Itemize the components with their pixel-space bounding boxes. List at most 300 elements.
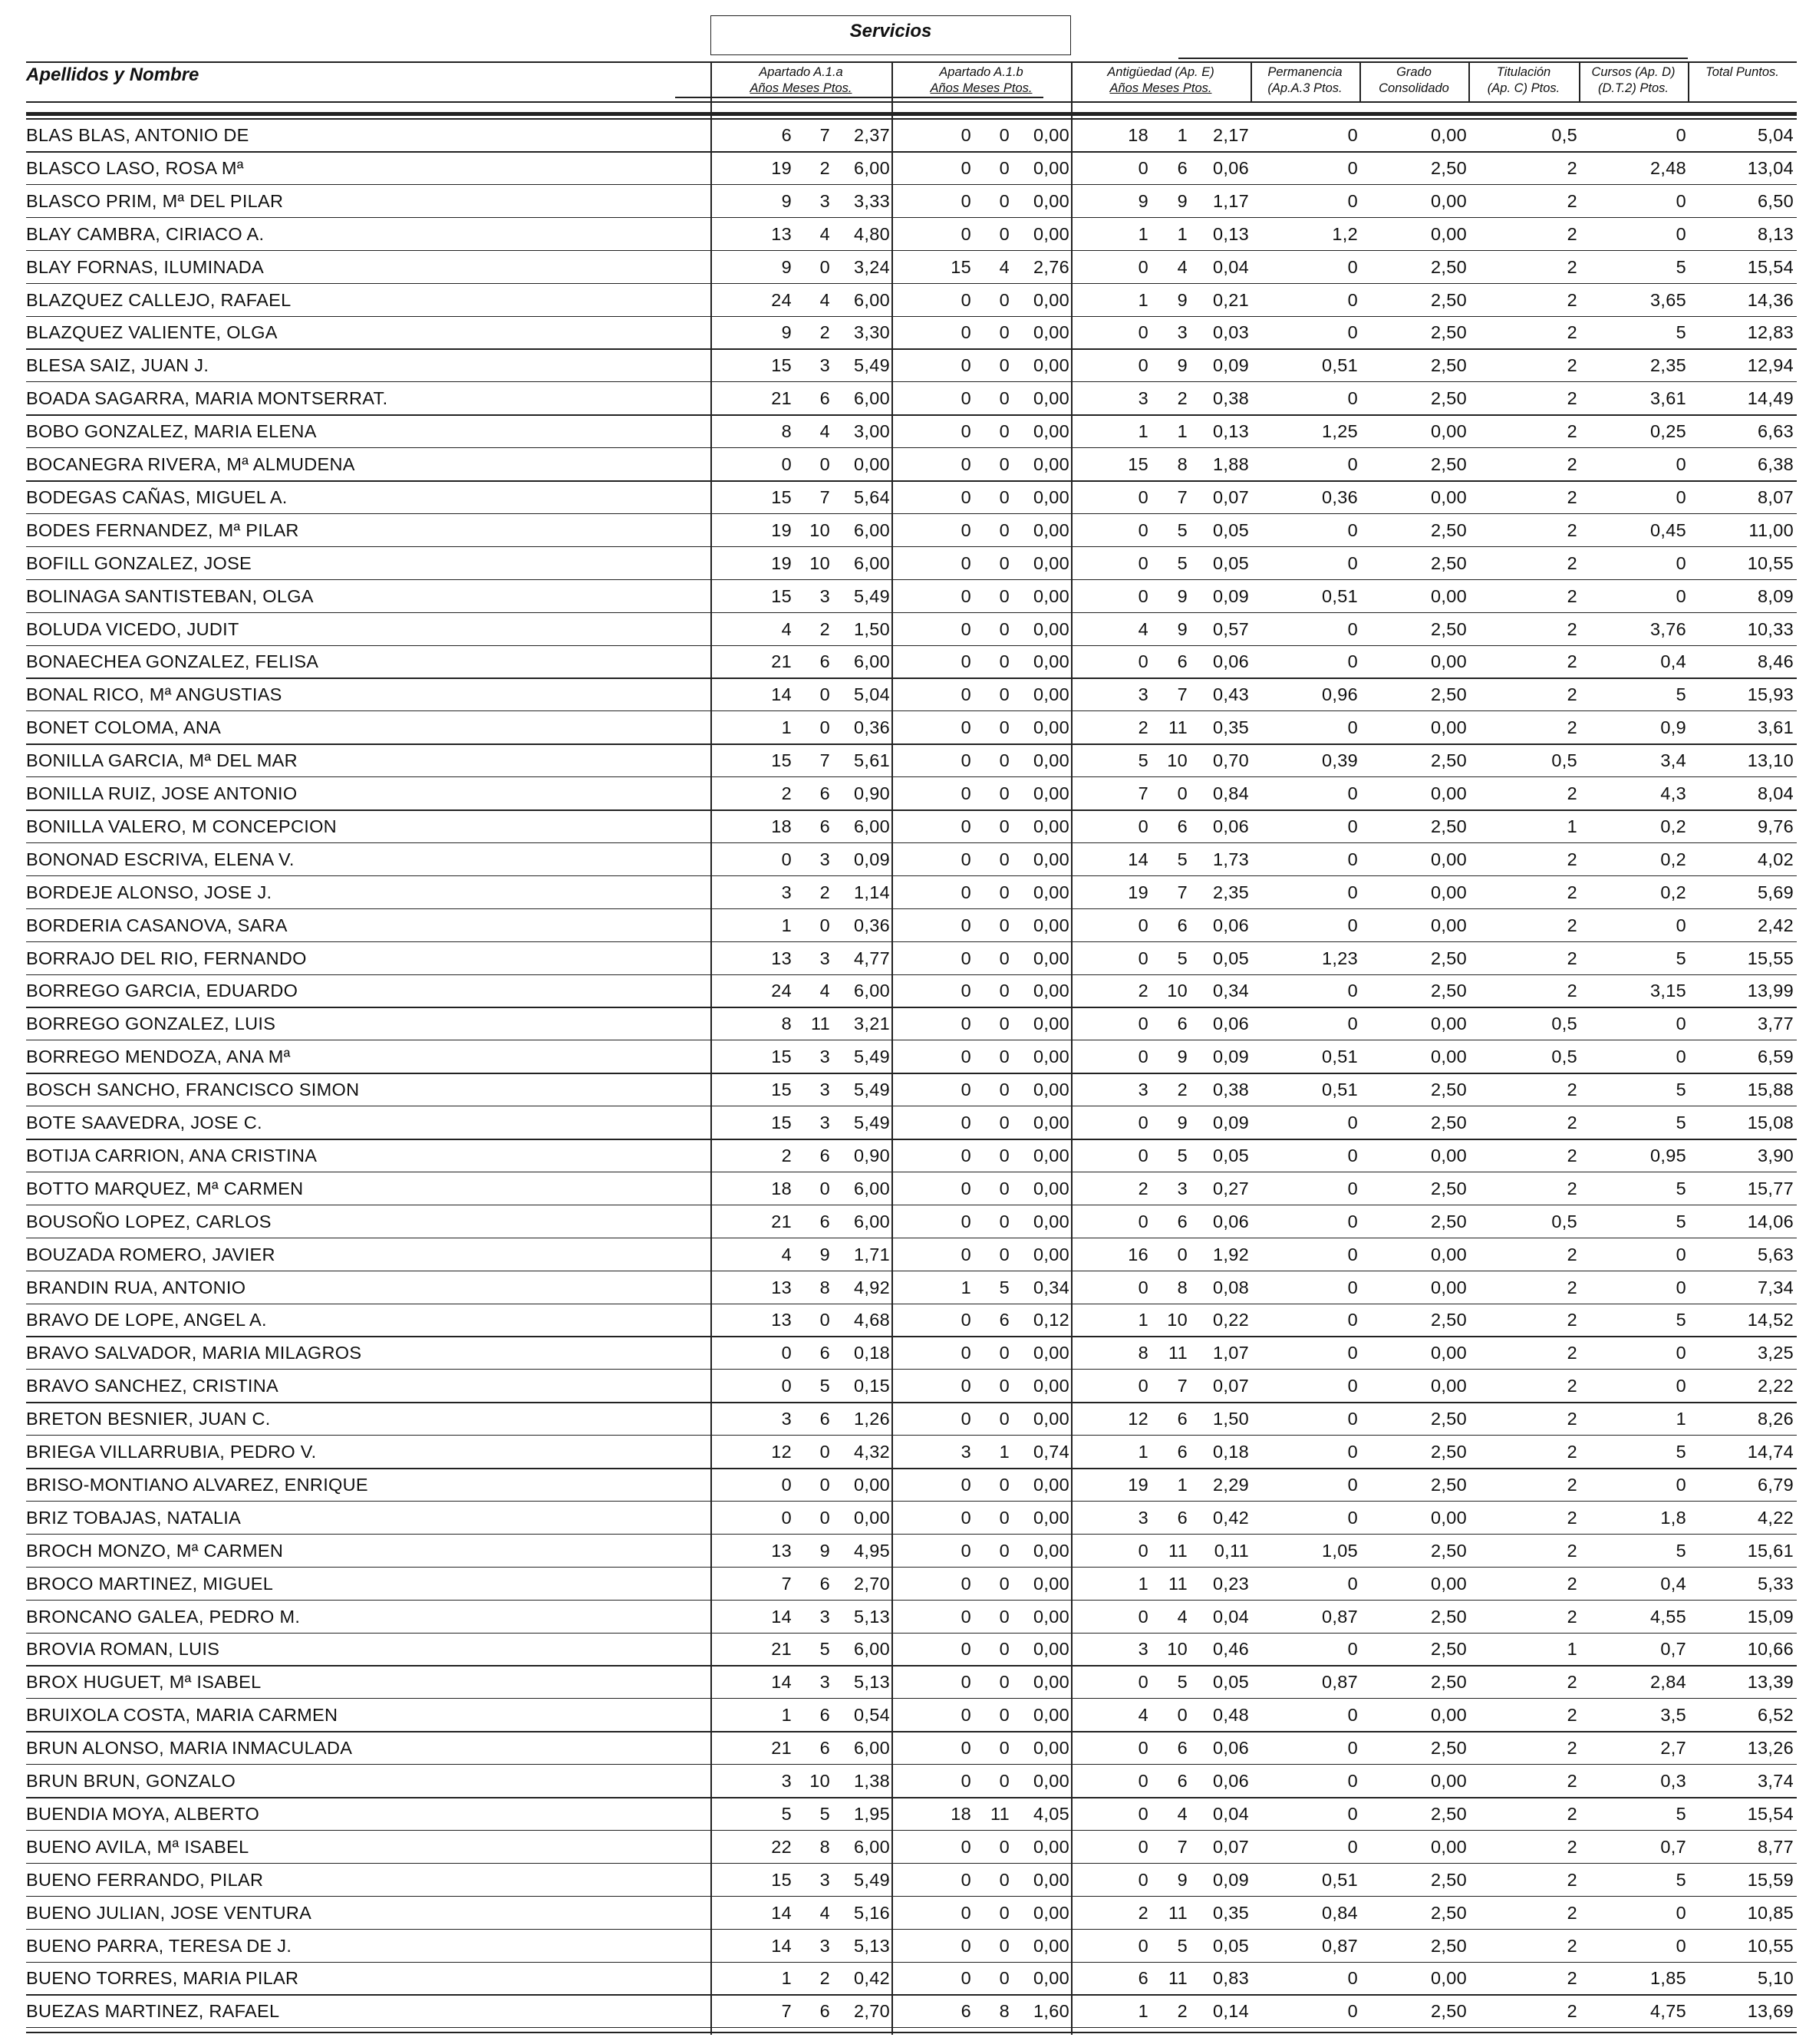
cell-a1a-anos: 0 <box>781 849 792 869</box>
table-row <box>0 152 1819 185</box>
cell-a1a-ptos: 5,49 <box>854 1113 890 1132</box>
cell-grado: 2,50 <box>1431 322 1467 343</box>
cell-total: 13,04 <box>1747 157 1794 178</box>
header-right-rule <box>1178 58 1688 59</box>
cell-a1b-anos: 0 <box>961 1244 971 1264</box>
cell-grado: 2,50 <box>1431 1672 1467 1693</box>
col-total-header <box>1688 64 1797 81</box>
cell-grado: 2,50 <box>1431 519 1467 540</box>
cell-a1a-anos: 18 <box>771 816 792 836</box>
cell-antig-anos: 2 <box>1138 981 1148 1001</box>
cell-grado: 0,00 <box>1431 1573 1467 1594</box>
cell-a1b-anos: 0 <box>961 783 971 803</box>
cell-total: 10,66 <box>1747 1639 1794 1660</box>
cell-a1b-meses: 0 <box>999 1178 1010 1198</box>
cell-permanencia: 0 <box>1347 1771 1358 1791</box>
col-antiguedad-line1: Antigüedad (Ap. E) <box>1107 65 1214 79</box>
cell-grado: 2,50 <box>1431 684 1467 705</box>
cell-grado: 2,50 <box>1431 157 1467 178</box>
cell-titulacion: 2 <box>1567 948 1577 968</box>
cell-a1a-anos: 18 <box>771 1178 792 1198</box>
cell-a1a-anos: 2 <box>781 1145 792 1165</box>
cell-antig-meses: 11 <box>1168 1902 1188 1923</box>
cell-titulacion: 2 <box>1567 421 1577 442</box>
cell-a1a-anos: 3 <box>781 882 792 902</box>
cell-antig-anos: 0 <box>1138 157 1148 178</box>
cell-antig-meses: 9 <box>1177 1047 1188 1067</box>
cell-name: BLAS BLAS, ANTONIO DE <box>26 125 249 145</box>
cell-grado: 0,00 <box>1431 1836 1467 1857</box>
cell-name: BOTE SAAVEDRA, JOSE C. <box>26 1113 262 1132</box>
cell-total: 5,69 <box>1758 882 1794 902</box>
cell-permanencia: 0,84 <box>1322 1902 1358 1923</box>
cell-antig-ptos: 0,06 <box>1213 1738 1249 1759</box>
cell-antig-ptos: 0,84 <box>1213 783 1249 803</box>
cell-a1b-ptos: 0,00 <box>1033 1869 1069 1890</box>
table-row <box>0 1238 1819 1271</box>
cell-titulacion: 2 <box>1567 190 1577 211</box>
col-permanencia-line2: (Ap.A.3 Ptos. <box>1267 81 1343 95</box>
cell-permanencia: 0 <box>1347 552 1358 573</box>
cell-a1a-meses: 10 <box>809 519 830 540</box>
cell-antig-ptos: 0,07 <box>1213 1376 1249 1396</box>
cell-titulacion: 2 <box>1567 486 1577 507</box>
cell-a1b-meses: 0 <box>999 684 1010 705</box>
col-a1a-line1: Apartado A.1.a <box>759 65 843 79</box>
cell-total: 10,85 <box>1747 1902 1794 1923</box>
cell-permanencia: 0 <box>1347 1343 1358 1363</box>
cell-name: BOCANEGRA RIVERA, Mª ALMUDENA <box>26 454 355 474</box>
cell-a1a-meses: 2 <box>819 157 830 178</box>
cell-name: BRAVO SANCHEZ, CRISTINA <box>26 1376 278 1396</box>
cell-total: 5,63 <box>1758 1244 1794 1264</box>
cell-name: BRISO-MONTIANO ALVAREZ, ENRIQUE <box>26 1474 368 1495</box>
cell-a1b-meses: 0 <box>999 717 1010 738</box>
cell-name: BUENO AVILA, Mª ISABEL <box>26 1836 249 1857</box>
cell-total: 9,76 <box>1758 816 1794 836</box>
cell-antig-anos: 0 <box>1138 1211 1148 1231</box>
cell-cursos: 0 <box>1676 915 1686 935</box>
cell-a1b-anos: 0 <box>961 1211 971 1231</box>
cell-name: BUENO JULIAN, JOSE VENTURA <box>26 1902 312 1923</box>
cell-a1a-anos: 8 <box>781 421 792 442</box>
cell-a1b-ptos: 0,00 <box>1033 1738 1069 1759</box>
cell-name: BROX HUGUET, Mª ISABEL <box>26 1672 262 1693</box>
cell-a1a-meses: 0 <box>819 1474 830 1495</box>
col-a1b-header <box>891 64 1071 97</box>
cell-total: 2,22 <box>1758 1376 1794 1396</box>
cell-a1a-ptos: 6,00 <box>854 1211 890 1231</box>
cell-grado: 0,00 <box>1431 223 1467 244</box>
cell-permanencia: 1,25 <box>1322 421 1358 442</box>
cell-a1b-ptos: 0,00 <box>1033 190 1069 211</box>
cell-a1a-ptos: 6,00 <box>854 552 890 573</box>
cell-a1a-meses: 9 <box>819 1244 830 1264</box>
cell-antig-meses: 6 <box>1177 651 1188 672</box>
cell-total: 14,36 <box>1747 289 1794 310</box>
cell-grado: 0,00 <box>1431 1507 1467 1528</box>
cell-antig-ptos: 0,08 <box>1213 1277 1249 1297</box>
cell-antig-meses: 9 <box>1177 1869 1188 1890</box>
cell-cursos: 0 <box>1676 1047 1686 1067</box>
cell-name: BUENO PARRA, TERESA DE J. <box>26 1935 292 1956</box>
cell-titulacion: 0,5 <box>1551 1047 1577 1067</box>
cell-grado: 2,50 <box>1431 1442 1467 1462</box>
cell-a1b-ptos: 0,00 <box>1033 125 1069 145</box>
cell-a1a-ptos: 3,21 <box>854 1014 890 1034</box>
cell-a1a-anos: 5 <box>781 1803 792 1824</box>
cell-a1b-anos: 0 <box>961 981 971 1001</box>
cell-titulacion: 2 <box>1567 1836 1577 1857</box>
cell-a1a-meses: 5 <box>819 1803 830 1824</box>
cell-a1b-meses: 11 <box>990 1803 1010 1824</box>
cell-a1b-anos: 0 <box>961 1409 971 1429</box>
servicios-label: Servicios <box>849 21 932 41</box>
cell-a1b-meses: 0 <box>999 1738 1010 1759</box>
cell-a1a-anos: 15 <box>771 1869 792 1890</box>
cell-antig-anos: 3 <box>1138 1507 1148 1528</box>
col-a1b-line2: Años Meses Ptos. <box>930 81 1033 95</box>
cell-grado: 0,00 <box>1431 882 1467 902</box>
cell-antig-ptos: 0,07 <box>1213 1836 1249 1857</box>
cell-a1a-anos: 19 <box>771 157 792 178</box>
cell-permanencia: 0 <box>1347 519 1358 540</box>
cell-a1b-meses: 0 <box>999 1376 1010 1396</box>
cell-a1b-meses: 0 <box>999 289 1010 310</box>
cell-antig-meses: 8 <box>1177 454 1188 474</box>
cell-cursos: 0 <box>1676 1902 1686 1923</box>
cell-a1b-meses: 0 <box>999 750 1010 771</box>
cell-grado: 2,50 <box>1431 981 1467 1001</box>
cell-a1b-anos: 0 <box>961 454 971 474</box>
cell-a1b-anos: 0 <box>961 1672 971 1693</box>
cell-cursos: 0 <box>1676 1277 1686 1297</box>
cell-a1a-ptos: 4,32 <box>854 1442 890 1462</box>
cell-a1a-anos: 13 <box>771 948 792 968</box>
cell-cursos: 5 <box>1676 1442 1686 1462</box>
cell-antig-meses: 9 <box>1177 585 1188 606</box>
cell-a1a-anos: 0 <box>781 1507 792 1528</box>
cell-a1a-ptos: 5,13 <box>854 1672 890 1693</box>
cell-a1a-ptos: 5,16 <box>854 1902 890 1923</box>
cell-a1a-meses: 11 <box>811 1014 830 1034</box>
cell-a1a-anos: 1 <box>781 1968 792 1989</box>
cell-a1a-anos: 19 <box>771 519 792 540</box>
cell-antig-anos: 9 <box>1138 190 1148 211</box>
cell-antig-ptos: 0,06 <box>1213 651 1249 672</box>
col-cursos-line1: Cursos (Ap. D) <box>1591 65 1676 79</box>
cell-a1b-meses: 0 <box>999 915 1010 935</box>
cell-name: BRUN BRUN, GONZALO <box>26 1771 236 1791</box>
table-row <box>0 613 1819 646</box>
cell-total: 6,50 <box>1758 190 1794 211</box>
cell-cursos: 3,76 <box>1650 618 1686 639</box>
cell-name: BUENO TORRES, MARIA PILAR <box>26 1968 299 1989</box>
cell-antig-meses: 9 <box>1177 289 1188 310</box>
cell-permanencia: 0 <box>1347 1803 1358 1824</box>
cell-a1a-ptos: 0,36 <box>854 915 890 935</box>
cell-grado: 0,00 <box>1431 915 1467 935</box>
cell-grado: 0,00 <box>1431 717 1467 738</box>
cell-a1b-anos: 0 <box>961 1968 971 1989</box>
col-cursos-line2: (D.T.2) Ptos. <box>1598 81 1669 95</box>
cell-permanencia: 0 <box>1347 1014 1358 1034</box>
cell-grado: 2,50 <box>1431 1540 1467 1561</box>
col-titulacion-header <box>1468 64 1579 97</box>
table-row <box>0 1798 1819 1831</box>
cell-antig-ptos: 2,29 <box>1213 1474 1249 1495</box>
cell-a1b-meses: 0 <box>999 1968 1010 1989</box>
cell-a1b-anos: 0 <box>961 585 971 606</box>
cell-a1a-meses: 0 <box>819 684 830 705</box>
cell-antig-anos: 0 <box>1138 1672 1148 1693</box>
table-row <box>0 810 1819 843</box>
cell-a1a-ptos: 6,00 <box>854 651 890 672</box>
cell-a1b-ptos: 0,00 <box>1033 1672 1069 1693</box>
col-grado-line2: Consolidado <box>1379 81 1449 95</box>
cell-titulacion: 2 <box>1567 783 1577 803</box>
cell-permanencia: 0 <box>1347 322 1358 343</box>
cell-a1a-anos: 3 <box>781 1771 792 1791</box>
cell-a1b-ptos: 0,00 <box>1033 289 1069 310</box>
cell-a1a-ptos: 2,70 <box>854 2001 890 2022</box>
cell-antig-ptos: 0,13 <box>1213 421 1249 442</box>
col-antiguedad-header <box>1071 64 1251 97</box>
cell-name: BLAY FORNAS, ILUMINADA <box>26 256 264 277</box>
cell-permanencia: 0 <box>1347 1376 1358 1396</box>
cell-a1a-ptos: 0,42 <box>854 1968 890 1989</box>
cell-a1a-anos: 1 <box>781 717 792 738</box>
cell-a1b-ptos: 0,00 <box>1033 519 1069 540</box>
table-row <box>0 1304 1819 1337</box>
cell-a1b-ptos: 4,05 <box>1033 1803 1069 1824</box>
cell-a1b-meses: 0 <box>999 125 1010 145</box>
cell-permanencia: 1,05 <box>1322 1540 1358 1561</box>
cell-permanencia: 0,87 <box>1322 1935 1358 1956</box>
cell-a1a-anos: 15 <box>771 1080 792 1100</box>
cell-a1a-meses: 8 <box>819 1836 830 1857</box>
cell-antig-ptos: 0,13 <box>1213 223 1249 244</box>
cell-antig-anos: 0 <box>1138 1376 1148 1396</box>
cell-a1a-anos: 21 <box>771 1211 792 1231</box>
cell-antig-ptos: 2,35 <box>1213 882 1249 902</box>
cell-name: BONAECHEA GONZALEZ, FELISA <box>26 651 319 672</box>
cell-total: 5,33 <box>1758 1573 1794 1594</box>
cell-a1a-meses: 2 <box>819 322 830 343</box>
cell-antig-meses: 11 <box>1168 1540 1188 1561</box>
table-row <box>0 547 1819 580</box>
cell-permanencia: 0 <box>1347 882 1358 902</box>
cell-cursos: 0 <box>1676 1376 1686 1396</box>
cell-cursos: 0,45 <box>1650 519 1686 540</box>
cell-antig-ptos: 0,09 <box>1213 1047 1249 1067</box>
cell-a1b-anos: 0 <box>961 1540 971 1561</box>
cell-a1b-ptos: 0,00 <box>1033 1573 1069 1594</box>
cell-grado: 2,50 <box>1431 1606 1467 1627</box>
cell-antig-ptos: 0,05 <box>1213 1145 1249 1165</box>
cell-a1a-ptos: 1,71 <box>854 1244 890 1264</box>
table-row <box>0 1962 1819 1995</box>
table-row <box>0 1073 1819 1106</box>
cell-cursos: 0 <box>1676 1474 1686 1495</box>
col-titulacion-line2: (Ap. C) Ptos. <box>1487 81 1560 95</box>
cell-a1b-anos: 0 <box>961 684 971 705</box>
cell-antig-anos: 0 <box>1138 816 1148 836</box>
table-row <box>0 711 1819 744</box>
cell-total: 15,54 <box>1747 1803 1794 1824</box>
table-row <box>0 1864 1819 1897</box>
cell-titulacion: 1 <box>1567 1639 1577 1660</box>
cell-grado: 2,50 <box>1431 454 1467 474</box>
cell-antig-ptos: 0,21 <box>1213 289 1249 310</box>
cell-a1a-meses: 0 <box>819 915 830 935</box>
cell-a1a-ptos: 5,49 <box>854 585 890 606</box>
cell-permanencia: 0 <box>1347 190 1358 211</box>
cell-name: BUENDIA MOYA, ALBERTO <box>26 1803 260 1824</box>
cell-permanencia: 0 <box>1347 717 1358 738</box>
cell-a1a-meses: 5 <box>819 1376 830 1396</box>
cell-a1b-meses: 4 <box>999 256 1010 277</box>
cell-a1b-ptos: 0,00 <box>1033 783 1069 803</box>
cell-a1a-meses: 0 <box>819 1442 830 1462</box>
cell-antig-anos: 0 <box>1138 585 1148 606</box>
cell-a1a-ptos: 4,95 <box>854 1540 890 1561</box>
cell-a1a-ptos: 3,30 <box>854 322 890 343</box>
table-row <box>0 1337 1819 1370</box>
cell-a1a-anos: 15 <box>771 1047 792 1067</box>
cell-a1a-ptos: 4,80 <box>854 223 890 244</box>
cell-antig-meses: 6 <box>1177 1211 1188 1231</box>
cell-antig-ptos: 0,09 <box>1213 1113 1249 1132</box>
cell-permanencia: 0,51 <box>1322 355 1358 376</box>
cell-a1a-anos: 21 <box>771 1738 792 1759</box>
cell-antig-ptos: 0,35 <box>1213 1902 1249 1923</box>
cell-cursos: 0,2 <box>1660 816 1686 836</box>
cell-antig-ptos: 0,09 <box>1213 1869 1249 1890</box>
cell-a1b-meses: 0 <box>999 1014 1010 1034</box>
cell-antig-ptos: 1,17 <box>1213 190 1249 211</box>
cell-cursos: 0,4 <box>1660 1573 1686 1594</box>
cell-antig-meses: 2 <box>1177 1080 1188 1100</box>
cell-antig-anos: 0 <box>1138 948 1148 968</box>
cell-a1a-ptos: 0,54 <box>854 1705 890 1726</box>
cell-total: 3,90 <box>1758 1145 1794 1165</box>
cell-antig-meses: 6 <box>1177 1738 1188 1759</box>
cell-antig-meses: 9 <box>1177 355 1188 376</box>
cell-a1b-ptos: 0,00 <box>1033 1178 1069 1198</box>
cell-a1b-meses: 0 <box>999 223 1010 244</box>
cell-a1b-meses: 0 <box>999 1343 1010 1363</box>
cell-total: 15,93 <box>1747 684 1794 705</box>
cell-a1a-anos: 7 <box>781 2001 792 2022</box>
cell-titulacion: 2 <box>1567 1507 1577 1528</box>
cell-a1a-anos: 14 <box>771 1935 792 1956</box>
cell-antig-ptos: 0,05 <box>1213 1935 1249 1956</box>
cell-total: 6,63 <box>1758 421 1794 442</box>
cell-a1b-meses: 0 <box>999 1474 1010 1495</box>
cell-antig-anos: 0 <box>1138 1803 1148 1824</box>
cell-a1b-ptos: 0,00 <box>1033 1145 1069 1165</box>
cell-a1b-ptos: 0,12 <box>1033 1310 1069 1330</box>
cell-grado: 0,00 <box>1431 486 1467 507</box>
cell-a1a-meses: 6 <box>819 1343 830 1363</box>
cell-name: BUENO FERRANDO, PILAR <box>26 1869 264 1890</box>
cell-cursos: 0 <box>1676 1343 1686 1363</box>
cell-name: BOUSOÑO LOPEZ, CARLOS <box>26 1211 272 1231</box>
cell-a1a-anos: 1 <box>781 1705 792 1726</box>
cell-antig-meses: 7 <box>1177 882 1188 902</box>
cell-a1b-ptos: 0,00 <box>1033 1474 1069 1495</box>
cell-permanencia: 0,36 <box>1322 486 1358 507</box>
cell-name: BORREGO GARCIA, EDUARDO <box>26 981 298 1001</box>
cell-a1a-meses: 3 <box>819 355 830 376</box>
cell-antig-anos: 0 <box>1138 256 1148 277</box>
cell-a1a-meses: 3 <box>819 1047 830 1067</box>
cell-a1b-anos: 0 <box>961 1902 971 1923</box>
cell-name: BRANDIN RUA, ANTONIO <box>26 1277 246 1297</box>
header-sub-rule <box>675 97 1043 98</box>
cell-a1a-meses: 0 <box>819 1507 830 1528</box>
cell-cursos: 0,25 <box>1650 421 1686 442</box>
cell-a1a-ptos: 3,24 <box>854 256 890 277</box>
cell-antig-meses: 7 <box>1177 1836 1188 1857</box>
col-grado-line1: Grado <box>1396 65 1432 79</box>
cell-total: 15,09 <box>1747 1606 1794 1627</box>
cell-total: 8,26 <box>1758 1409 1794 1429</box>
cell-a1b-ptos: 0,00 <box>1033 1343 1069 1363</box>
cell-antig-ptos: 0,23 <box>1213 1573 1249 1594</box>
cell-cursos: 5 <box>1676 1178 1686 1198</box>
col-antiguedad-line2: Años Meses Ptos. <box>1109 81 1212 95</box>
cell-antig-ptos: 0,09 <box>1213 355 1249 376</box>
cell-permanencia: 0 <box>1347 1310 1358 1330</box>
cell-a1a-ptos: 1,50 <box>854 618 890 639</box>
cell-antig-anos: 2 <box>1138 1902 1148 1923</box>
cell-antig-meses: 6 <box>1177 1771 1188 1791</box>
cell-cursos: 2,35 <box>1650 355 1686 376</box>
cell-a1b-anos: 0 <box>961 1310 971 1330</box>
cell-total: 5,04 <box>1758 125 1794 145</box>
table-row <box>0 876 1819 909</box>
cell-total: 6,38 <box>1758 454 1794 474</box>
cell-a1a-meses: 2 <box>819 1968 830 1989</box>
cell-antig-anos: 8 <box>1138 1343 1148 1363</box>
cell-a1b-anos: 0 <box>961 1836 971 1857</box>
cell-total: 14,74 <box>1747 1442 1794 1462</box>
cell-cursos: 4,75 <box>1650 2001 1686 2022</box>
cell-name: BLASCO LASO, ROSA Mª <box>26 157 244 178</box>
cell-cursos: 0 <box>1676 125 1686 145</box>
cell-permanencia: 0,39 <box>1322 750 1358 771</box>
cell-name: BRIZ TOBAJAS, NATALIA <box>26 1507 242 1528</box>
cell-permanencia: 0 <box>1347 1639 1358 1660</box>
cell-grado: 0,00 <box>1431 585 1467 606</box>
cell-a1a-anos: 0 <box>781 1474 792 1495</box>
cell-a1b-ptos: 0,00 <box>1033 717 1069 738</box>
cell-a1a-anos: 24 <box>771 289 792 310</box>
cell-antig-anos: 0 <box>1138 1113 1148 1132</box>
cell-cursos: 3,65 <box>1650 289 1686 310</box>
cell-a1a-meses: 6 <box>819 2001 830 2022</box>
cell-titulacion: 2 <box>1567 355 1577 376</box>
cell-a1a-meses: 2 <box>819 618 830 639</box>
cell-antig-meses: 5 <box>1177 1145 1188 1165</box>
cell-titulacion: 2 <box>1567 1145 1577 1165</box>
cell-grado: 2,50 <box>1431 256 1467 277</box>
cell-a1b-ptos: 0,00 <box>1033 1014 1069 1034</box>
cell-cursos: 0,3 <box>1660 1771 1686 1791</box>
cell-a1b-meses: 0 <box>999 421 1010 442</box>
